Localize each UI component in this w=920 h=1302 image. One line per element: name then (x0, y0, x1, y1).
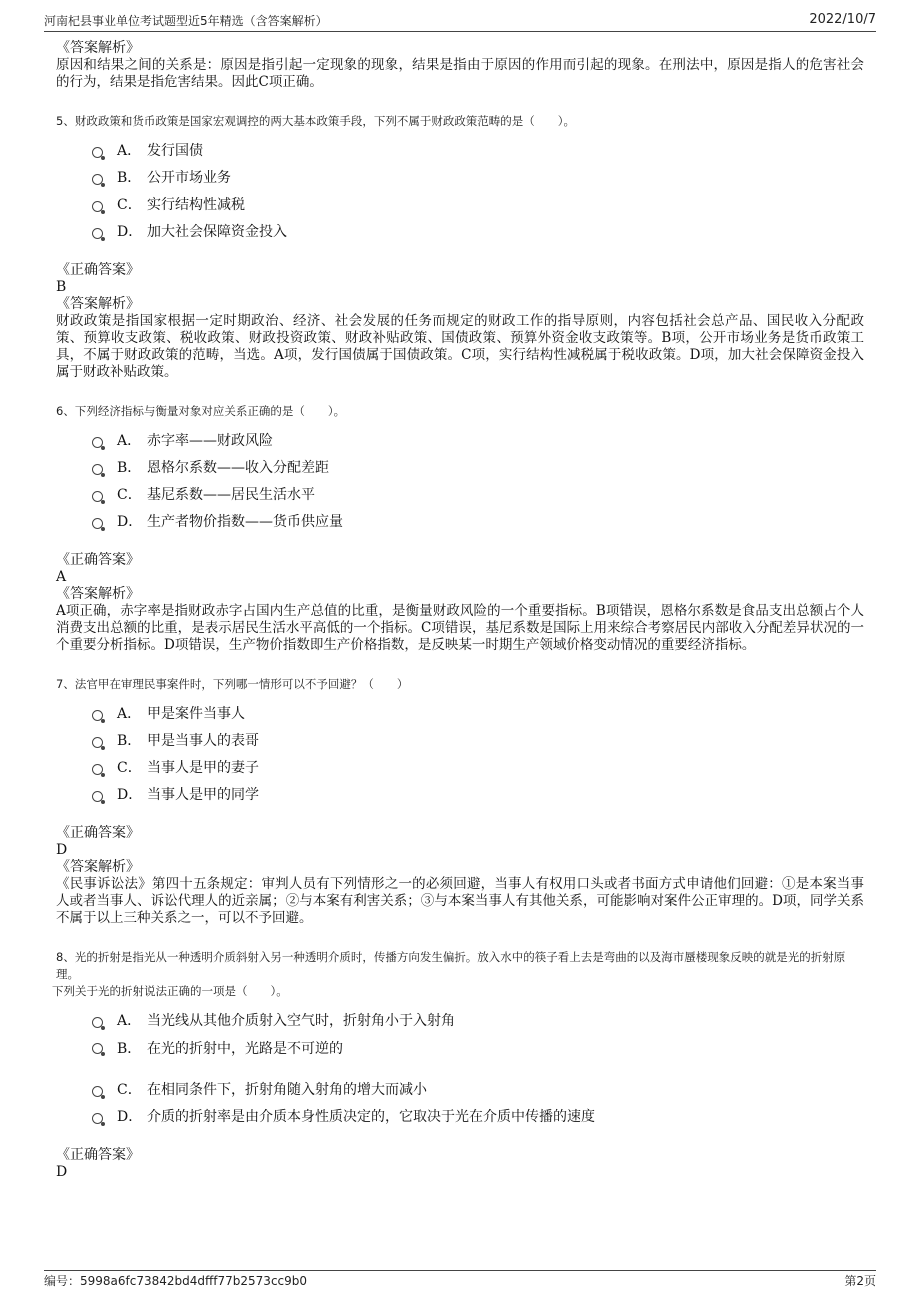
option-d[interactable] (92, 507, 864, 534)
option-letter: C． (117, 1081, 142, 1098)
option-d[interactable] (92, 780, 864, 807)
analysis-label: 《答案解析》 (56, 296, 140, 312)
option-text: 介质的折射率是由介质本身性质决定的，它取决于光在介质中传播的速度 (147, 1108, 595, 1125)
option-letter: A． (117, 432, 142, 449)
code-label: 编号： (44, 1274, 81, 1288)
option-text: 恩格尔系数——收入分配差距 (147, 459, 329, 476)
option-letter: C． (117, 196, 142, 213)
analysis-text: 原因和结果之间的关系是：原因是指引起一定现象的现象，结果是指由于原因的作用而引起的现象。在刑法中，原因是指人的危害社会的行为，结果是指危害结果。因此C项正确。 (56, 57, 864, 90)
document-title: 河南杞县事业单位考试题型近5年精选（含答案解析） (44, 14, 328, 28)
correct-answer-label: 《正确答案》 (56, 825, 140, 841)
option-a[interactable] (92, 1006, 864, 1033)
option-text: 当事人是甲的妻子 (147, 759, 259, 776)
analysis-label: 《答案解析》 (56, 859, 140, 875)
page-footer (44, 1272, 876, 1290)
document-date: 2022/10/7 (809, 12, 876, 27)
radio-icon[interactable] (92, 1043, 103, 1054)
option-letter: C． (117, 486, 142, 503)
radio-icon[interactable] (92, 174, 103, 185)
page-header (44, 12, 876, 32)
option-letter: D． (117, 786, 143, 803)
radio-icon[interactable] (92, 1086, 103, 1097)
option-b[interactable] (92, 726, 864, 753)
page-number: 第2页 (844, 1274, 876, 1288)
option-text: 实行结构性减税 (147, 196, 245, 213)
option-letter: B． (117, 1041, 142, 1057)
option-letter: D． (117, 513, 143, 530)
radio-icon[interactable] (92, 147, 103, 158)
option-letter: B． (117, 732, 142, 749)
question-8 (52, 949, 864, 1181)
option-c[interactable] (92, 480, 864, 507)
question-6 (56, 403, 864, 654)
correct-answer-label: 《正确答案》 (56, 552, 140, 568)
option-list (92, 699, 864, 807)
option-list (92, 1006, 864, 1129)
option-text: 公开市场业务 (147, 169, 231, 186)
option-a[interactable] (92, 699, 864, 726)
option-text: 生产者物价指数——货币供应量 (147, 513, 343, 530)
radio-icon[interactable] (92, 737, 103, 748)
option-a[interactable] (92, 136, 864, 163)
option-letter: B． (117, 169, 142, 186)
analysis-text: 财政政策是指国家根据一定时期政治、经济、社会发展的任务而规定的财政工作的指导原则，内容包括社会总产品、国民收入分配政策、预算收支政策、税收政策、财政投资政策、财政补贴政策、国债政策、预算外资金收支政策等。B项，公开市场业务是货币政策工具，不属于财政政策的范畴，当选。A项，发行国债属于国债政策。C项，实行结构性减税属于税收政策。D项，加大社会保障资金投入属于财政补贴政策。 (56, 313, 864, 380)
radio-icon[interactable] (92, 710, 103, 721)
radio-icon[interactable] (92, 201, 103, 212)
document-body (52, 40, 864, 1181)
code-value: 5998a6fc73842bd4dfff77b2573cc9b0 (80, 1274, 308, 1288)
option-letter: D． (117, 1108, 143, 1125)
option-text: 在光的折射中，光路是不可逆的 (147, 1041, 343, 1057)
option-text: 加大社会保障资金投入 (147, 223, 287, 240)
document-code (44, 1272, 307, 1290)
option-letter: C． (117, 759, 142, 776)
radio-icon[interactable] (92, 228, 103, 239)
question-5 (56, 113, 864, 381)
radio-icon[interactable] (92, 518, 103, 529)
option-text: 发行国债 (147, 142, 203, 159)
option-c[interactable] (92, 190, 864, 217)
option-list (92, 426, 864, 534)
question-stem: 7、法官甲在审理民事案件时，下列哪一情形可以不予回避？（ ） (56, 677, 409, 691)
analysis-text: A项正确，赤字率是指财政赤字占国内生产总值的比重，是衡量财政风险的一个重要指标。B项错误，恩格尔系数是食品支出总额占个人消费支出总额的比重，是表示居民生活水平高低的一个指标。C项错误，基尼系数是国际上用来综合考察居民内部收入分配差异状况的一个重要分析指标。D项错误，生产物价指数即生产价格指数，是反映某一时期生产领域价格变动情况的重要经济指标。 (56, 603, 864, 653)
option-d[interactable] (92, 1102, 864, 1129)
question-prompt: 下列关于光的折射说法正确的一项是（ ）。 (52, 984, 288, 998)
analysis-label: 《答案解析》 (56, 586, 140, 602)
analysis-text: 《民事诉讼法》第四十五条规定：审判人员有下列情形之一的必须回避，当事人有权用口头或者书面方式申请他们回避：①是本案当事人或者当事人、诉讼代理人的近亲属；②与本案有利害关系；③与本案当事人有其他关系，可能影响对案件公正审理的。D项，同学关系不属于以上三种关系之一，可以不予回避。 (56, 876, 864, 926)
question-stem: 6、下列经济指标与衡量对象对应关系正确的是（ ）。 (56, 404, 346, 418)
correct-answer-label: 《正确答案》 (56, 1147, 140, 1163)
option-letter: D． (117, 223, 143, 240)
radio-icon[interactable] (92, 764, 103, 775)
radio-icon[interactable] (92, 1017, 103, 1028)
option-a[interactable] (92, 426, 864, 453)
radio-icon[interactable] (92, 791, 103, 802)
question-stem: 8、光的折射是指光从一种透明介质斜射入另一种透明介质时，传播方向发生偏折。放入水中的筷子看上去是弯曲的以及海市蜃楼现象反映的就是光的折射原理。 (56, 950, 846, 981)
option-d[interactable] (92, 217, 864, 244)
option-letter: A． (117, 142, 142, 159)
option-b[interactable] (92, 163, 864, 190)
option-text: 甲是当事人的表哥 (147, 732, 259, 749)
option-text: 赤字率——财政风险 (147, 432, 273, 449)
radio-icon[interactable] (92, 437, 103, 448)
correct-answer: D (56, 842, 68, 858)
option-c[interactable] (92, 753, 864, 780)
option-letter: A． (117, 705, 142, 722)
option-text: 甲是案件当事人 (147, 705, 245, 722)
option-c[interactable] (92, 1075, 864, 1102)
radio-icon[interactable] (92, 464, 103, 475)
option-text: 当事人是甲的同学 (147, 786, 259, 803)
option-text: 当光线从其他介质射入空气时，折射角小于入射角 (147, 1012, 455, 1029)
question-7 (56, 676, 864, 927)
option-b[interactable] (92, 1033, 864, 1075)
radio-icon[interactable] (92, 491, 103, 502)
radio-icon[interactable] (92, 1113, 103, 1124)
option-text: 在相同条件下，折射角随入射角的增大而减小 (147, 1081, 427, 1098)
option-list (92, 136, 864, 244)
option-letter: B． (117, 459, 142, 476)
footer-divider (44, 1270, 876, 1271)
correct-answer: D (56, 1164, 68, 1180)
option-text: 基尼系数——居民生活水平 (147, 486, 315, 503)
analysis-label: 《答案解析》 (56, 40, 140, 56)
option-b[interactable] (92, 453, 864, 480)
header-divider (44, 31, 876, 32)
correct-answer: A (56, 569, 67, 585)
question-stem: 5、财政政策和货币政策是国家宏观调控的两大基本政策手段，下列不属于财政政策范畴的是（ ）。 (56, 114, 576, 128)
option-letter: A． (117, 1012, 142, 1029)
correct-answer-label: 《正确答案》 (56, 262, 140, 278)
correct-answer: B (56, 279, 67, 295)
